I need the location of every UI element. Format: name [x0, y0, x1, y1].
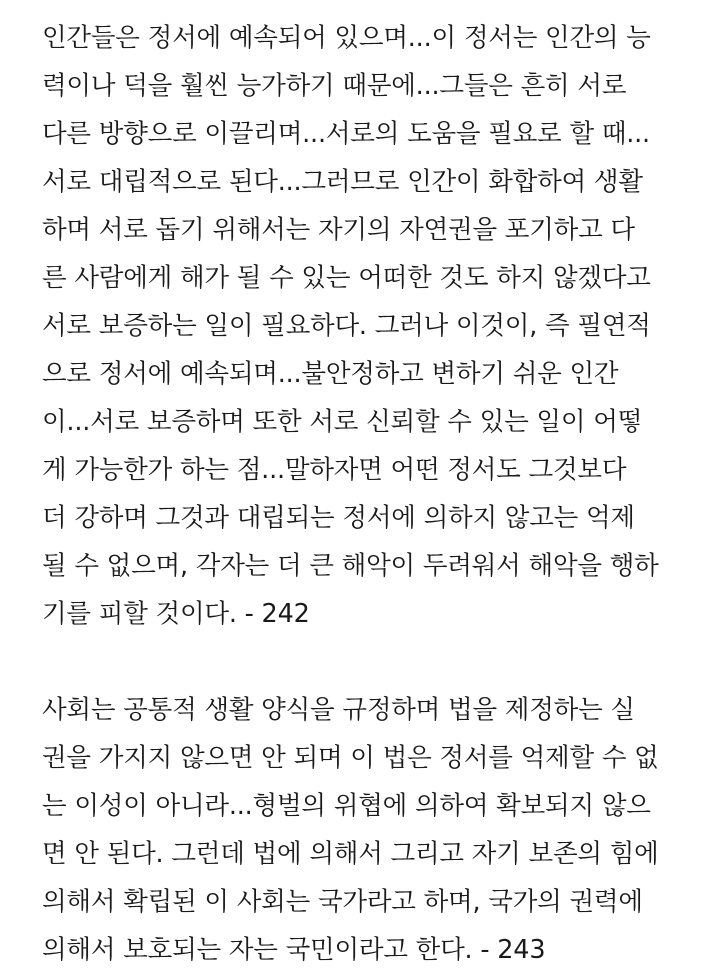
text-line: 의해서 확립된 이 사회는 국가라고 하며, 국가의 권력에	[42, 887, 643, 917]
text-line: 하며 서로 돕기 위해서는 자기의 자연권을 포기하고 다	[42, 215, 635, 245]
text-line: 인간들은 정서에 예속되어 있으며...이 정서는 인간의 능	[42, 23, 651, 53]
text-line: 더 강하며 그것과 대립되는 정서에 의하지 않고는 억제	[42, 503, 635, 533]
text-line: 력이나 덕을 훨씬 능가하기 때문에...그들은 흔히 서로	[42, 71, 627, 101]
text-line: 다른 방향으로 이끌리며...서로의 도움을 필요로 할 때...	[42, 119, 650, 149]
text-line: 면 안 된다. 그런데 법에 의해서 그리고 자기 보존의 힘에	[42, 839, 659, 869]
text-line-citation: 기를 피할 것이다. - 242	[42, 599, 310, 629]
text-line: 서로 대립적으로 된다...그러므로 인간이 화합하여 생활	[42, 167, 643, 197]
text-line: 사회는 공통적 생활 양식을 규정하며 법을 제정하는 실	[42, 695, 635, 725]
paragraph-2	[42, 686, 702, 974]
text-line: 서로 보증하는 일이 필요하다. 그러나 이것이, 즉 필연적	[42, 311, 651, 341]
text-line-citation: 의해서 보호되는 자는 국민이라고 한다. - 243	[42, 935, 546, 965]
paragraph-1	[42, 14, 702, 638]
text-line: 른 사람에게 해가 될 수 있는 어떠한 것도 하지 않겠다고	[42, 263, 651, 293]
text-line: 될 수 없으며, 각자는 더 큰 해악이 두려워서 해악을 행하	[42, 551, 659, 581]
text-line: 으로 정서에 예속되며...불안정하고 변하기 쉬운 인간	[42, 359, 619, 389]
text-line: 권을 가지지 않으면 안 되며 이 법은 정서를 억제할 수 없	[42, 743, 659, 773]
text-line: 이...서로 보증하며 또한 서로 신뢰할 수 있는 일이 어떻	[42, 407, 643, 437]
text-line: 게 가능한가 하는 점...말하자면 어떤 정서도 그것보다	[42, 455, 627, 485]
text-line: 는 이성이 아니라...형벌의 위협에 의하여 확보되지 않으	[42, 791, 651, 821]
